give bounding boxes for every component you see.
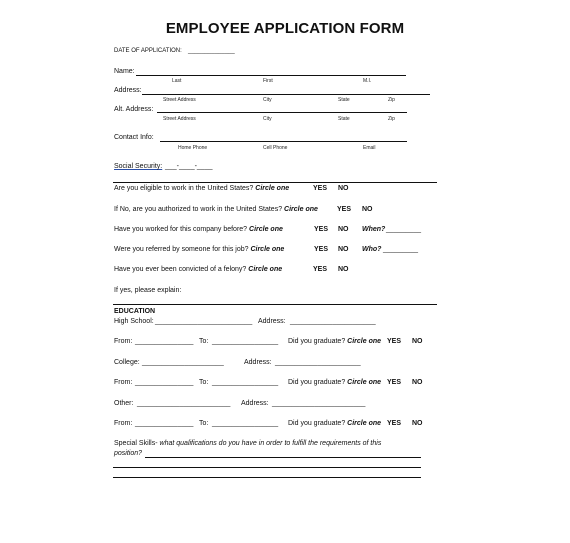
felony-no-option[interactable]: NO — [338, 266, 349, 273]
other-graduate-question: Did you graduate? Circle one — [288, 420, 382, 427]
authorized-question: If No, are you authorized to work in the United States? Circle one — [114, 206, 318, 213]
college-label: College: — [114, 359, 140, 366]
who-label: Who? — [362, 246, 382, 253]
college-from-field[interactable]: _______________ — [135, 379, 194, 386]
hs-graduate-no-option[interactable]: NO — [412, 338, 423, 345]
when-label: When? — [362, 226, 386, 233]
hs-graduate-yes-option[interactable]: YES — [387, 338, 402, 345]
alt-address-sub-state: State — [338, 116, 350, 122]
alt-address-sub-street: Street Address — [163, 116, 196, 122]
special-skills-question-cont: position? — [114, 450, 143, 457]
other-graduate-yes-option[interactable]: YES — [387, 420, 402, 427]
when-field[interactable]: _________ — [386, 226, 422, 233]
contact-sub-home-phone: Home Phone — [178, 145, 208, 151]
special-skills-line-3[interactable] — [113, 477, 421, 478]
high-school-address-label: Address: — [258, 318, 286, 325]
other-from-label: From: — [114, 420, 133, 427]
hs-graduate-question: Did you graduate? Circle one — [288, 338, 382, 345]
address-sub-street: Street Address — [163, 97, 196, 103]
contact-sub-cell-phone: Cell Phone — [263, 145, 288, 151]
address-label: Address: — [114, 87, 142, 94]
divider-line — [113, 182, 437, 183]
worked-before-question: Have you worked for this company before? Circle one — [114, 226, 283, 233]
college-graduate-no-option[interactable]: NO — [412, 379, 423, 386]
college-to-label: To: — [199, 379, 209, 386]
eligible-yes-option[interactable]: YES — [313, 185, 328, 192]
high-school-address-field[interactable]: ______________________ — [290, 318, 376, 325]
referred-yes-option[interactable]: YES — [314, 246, 329, 253]
college-field[interactable]: _____________________ — [142, 359, 224, 366]
other-from-field[interactable]: _______________ — [135, 420, 194, 427]
name-sub-first: First — [263, 78, 273, 84]
explain-field[interactable] — [113, 304, 437, 305]
contact-info-field[interactable] — [160, 141, 407, 142]
special-skills-line-1[interactable] — [145, 457, 421, 458]
name-sub-last: Last — [172, 78, 182, 84]
date-of-application-label: DATE OF APPLICATION: — [114, 48, 182, 54]
address-sub-zip: Zip — [388, 97, 395, 103]
college-graduate-yes-option[interactable]: YES — [387, 379, 402, 386]
felony-yes-option[interactable]: YES — [313, 266, 328, 273]
education-heading: EDUCATION — [114, 308, 156, 315]
other-field[interactable]: ________________________ — [137, 400, 231, 407]
other-graduate-no-option[interactable]: NO — [412, 420, 423, 427]
worked-before-yes-option[interactable]: YES — [314, 226, 329, 233]
college-to-field[interactable]: _________________ — [212, 379, 279, 386]
address-field[interactable] — [142, 94, 430, 95]
date-of-application-field[interactable]: ______________ — [188, 48, 235, 54]
college-from-label: From: — [114, 379, 133, 386]
contact-info-label: Contact Info: — [114, 134, 154, 141]
high-school-field[interactable]: _________________________ — [155, 318, 253, 325]
explain-label: If yes, please explain: — [114, 287, 182, 294]
other-to-field[interactable]: _________________ — [212, 420, 279, 427]
college-graduate-question: Did you graduate? Circle one — [288, 379, 382, 386]
other-address-label: Address: — [241, 400, 269, 407]
social-security-label: Social Security: — [114, 163, 163, 170]
form-title: EMPLOYEE APPLICATION FORM — [165, 20, 405, 37]
contact-sub-email: Email — [363, 145, 376, 151]
alt-address-sub-city: City — [263, 116, 272, 122]
authorized-no-option[interactable]: NO — [362, 206, 373, 213]
other-to-label: To: — [199, 420, 209, 427]
social-security-field[interactable]: ___-____-____ — [165, 163, 213, 170]
name-sub-mi: M.I. — [363, 78, 372, 84]
name-field[interactable] — [136, 75, 406, 76]
eligible-no-option[interactable]: NO — [338, 185, 349, 192]
special-skills-question: Special Skills- what qualifications do you have in order to fulfill the requirements of this — [114, 440, 382, 447]
hs-from-field[interactable]: _______________ — [135, 338, 194, 345]
referred-question: Were you referred by someone for this job? Circle one — [114, 246, 285, 253]
other-address-field[interactable]: ________________________ — [272, 400, 366, 407]
alt-address-sub-zip: Zip — [388, 116, 395, 122]
college-address-field[interactable]: ______________________ — [275, 359, 361, 366]
eligible-question: Are you eligible to work in the United States? Circle one — [114, 185, 290, 192]
name-label: Name: — [114, 68, 135, 75]
hs-to-label: To: — [199, 338, 209, 345]
high-school-label: High School: — [114, 318, 154, 325]
alt-address-field[interactable] — [157, 112, 407, 113]
referred-no-option[interactable]: NO — [338, 246, 349, 253]
hs-from-label: From: — [114, 338, 133, 345]
special-skills-line-2[interactable] — [113, 467, 421, 468]
other-label: Other: — [114, 400, 134, 407]
who-field[interactable]: _________ — [383, 246, 419, 253]
address-sub-city: City — [263, 97, 272, 103]
college-address-label: Address: — [244, 359, 272, 366]
address-sub-state: State — [338, 97, 350, 103]
authorized-yes-option[interactable]: YES — [337, 206, 352, 213]
alt-address-label: Alt. Address: — [114, 106, 154, 113]
felony-question: Have you ever been convicted of a felony? Circle one — [114, 266, 283, 273]
hs-to-field[interactable]: _________________ — [212, 338, 279, 345]
worked-before-no-option[interactable]: NO — [338, 226, 349, 233]
